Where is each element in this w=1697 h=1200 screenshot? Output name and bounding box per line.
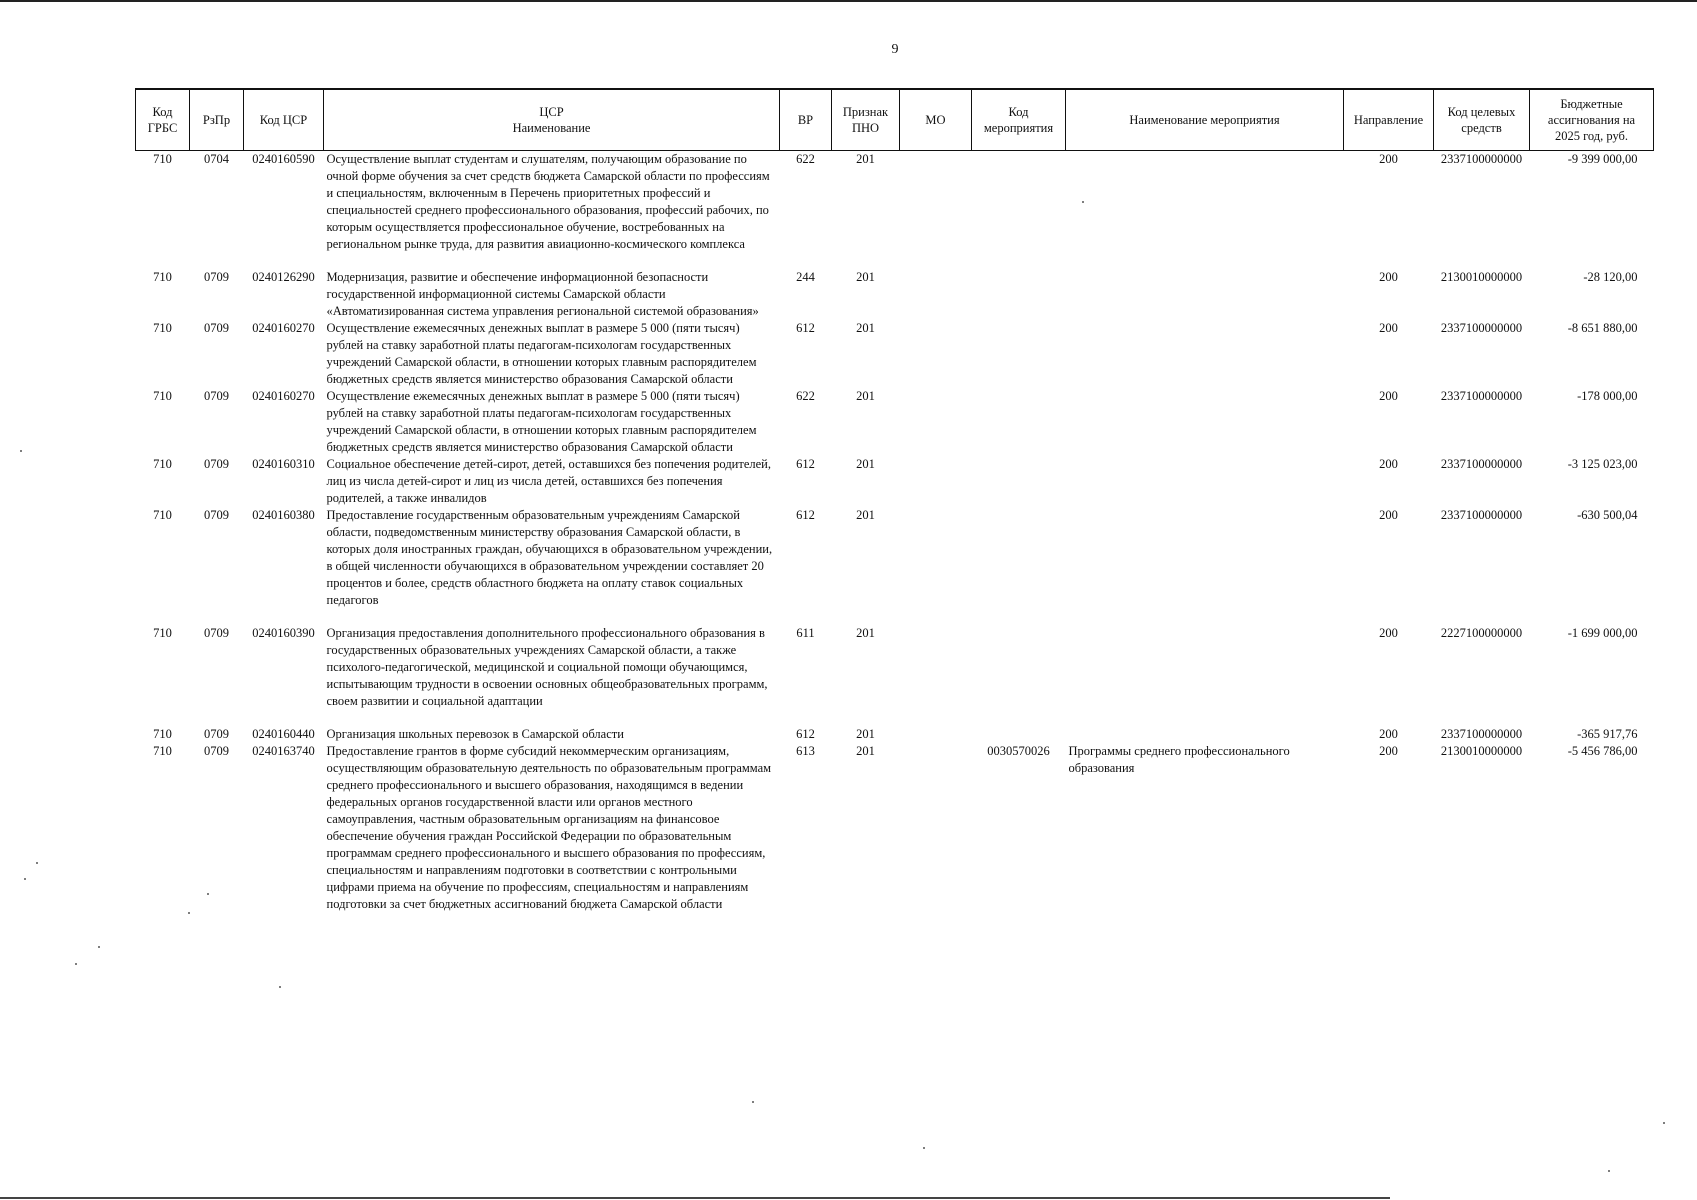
- cell-vr: 622: [796, 152, 815, 166]
- cell-csr-name: Модернизация, развитие и обеспечение информационной безопасности государственной информационной системы Самарской области «Автоматизированная система управления региональной системой образования»: [326, 270, 759, 318]
- table-row: [136, 726, 1654, 743]
- cell-rzpr: 0709: [204, 744, 229, 758]
- cell-amount: -630 500,04: [1577, 508, 1638, 522]
- cell-grbs: 710: [153, 727, 172, 741]
- budget-allocation-table: [135, 88, 1654, 913]
- cell-csr-name: Осуществление ежемесячных денежных выплат в размере 5 000 (пяти тысяч) рублей на ставку заработной платы педагогам-психологам государственных учреждений Самарской области, в отношении которых главным распорядителем бюджетных средств является министерство образования Самарской области: [326, 389, 757, 454]
- header-rzpr: РзПр: [190, 89, 244, 151]
- cell-vr: 244: [796, 270, 815, 284]
- cell-pno: 201: [856, 457, 875, 471]
- cell-csr-name: Предоставление грантов в форме субсидий некоммерческим организациям, осуществляющим образовательную деятельность по образовательным программам среднего профессионального и высшего образования, находящимся в ведении федеральных органов государственной власти или органов местного самоуправления, частным образовательным организациям на финансовое обеспечение обучения граждан Российской Федерации по образовательным программам среднего профессионального и высшего образования по профессиям, специальностям и направлениям подготовки в соответствии с контрольными цифрами приема на обучение по профессиям, специальностям и направлениям подготовки за счет бюджетных ассигнований бюджета Самарской области: [326, 744, 772, 911]
- cell-grbs: 710: [153, 152, 172, 166]
- table-row: [136, 743, 1654, 913]
- cell-rzpr: 0709: [204, 457, 229, 471]
- cell-mo: [900, 743, 972, 913]
- header-event-code: Код мероприятия: [972, 89, 1066, 151]
- cell-pno: 201: [856, 727, 875, 741]
- cell-direction: 200: [1379, 152, 1398, 166]
- header-target-code: Код целевых средств: [1434, 89, 1530, 151]
- scan-speck: [20, 450, 22, 452]
- cell-pno: 201: [856, 270, 875, 284]
- table-row: [136, 625, 1654, 726]
- cell-vr: 612: [796, 727, 815, 741]
- header-pno: Признак ПНО: [832, 89, 900, 151]
- header-event-name: Наименование мероприятия: [1066, 89, 1344, 151]
- scan-speck: [24, 878, 26, 880]
- cell-csr-name: Социальное обеспечение детей-сирот, детей, оставшихся без попечения родителей, лиц из числа детей-сирот и лиц из числа детей, оставшихся без попечения родителей, а также инвалидов: [326, 457, 771, 505]
- cell-csr-code: 0240163740: [252, 744, 315, 758]
- cell-pno: 201: [856, 152, 875, 166]
- cell-vr: 613: [796, 744, 815, 758]
- cell-rzpr: 0704: [204, 152, 229, 166]
- cell-event-code: [972, 507, 1066, 625]
- cell-event-code: [972, 388, 1066, 456]
- cell-event-code: [972, 269, 1066, 320]
- cell-event-name: Программы среднего профессионального образования: [1068, 744, 1290, 775]
- cell-mo: [900, 625, 972, 726]
- cell-vr: 611: [796, 626, 815, 640]
- cell-amount: -9 399 000,00: [1567, 152, 1638, 166]
- cell-direction: 200: [1379, 321, 1398, 335]
- cell-csr-name: Организация предоставления дополнительного профессионального образования в государственных образовательных учреждениях Самарской области, а также психолого-педагогической, медицинской и социальной помощи обучающимся, испытывающим трудности в освоении основных общеобразовательных программ, своем развитии и социальной адаптации: [326, 626, 768, 708]
- cell-rzpr: 0709: [204, 389, 229, 403]
- cell-amount: -178 000,00: [1577, 389, 1638, 403]
- cell-mo: [900, 726, 972, 743]
- page-number: 9: [891, 42, 899, 57]
- cell-event-name: [1066, 151, 1344, 270]
- cell-event-code: 0030570026: [987, 744, 1050, 758]
- cell-direction: 200: [1379, 727, 1398, 741]
- header-csr-code: Код ЦСР: [244, 89, 324, 151]
- cell-csr-code: 0240126290: [252, 270, 315, 284]
- bottom-border-line: [0, 1197, 1390, 1199]
- cell-direction: 200: [1379, 626, 1398, 640]
- cell-vr: 612: [796, 508, 815, 522]
- cell-rzpr: 0709: [204, 270, 229, 284]
- table-row: [136, 507, 1654, 625]
- scan-speck: [207, 893, 209, 895]
- cell-csr-name: Осуществление ежемесячных денежных выплат в размере 5 000 (пяти тысяч) рублей на ставку заработной платы педагогам-психологам государственных учреждений Самарской области, в отношении которых главным распорядителем бюджетных средств является министерство образования Самарской области: [326, 321, 757, 386]
- cell-target-code: 2130010000000: [1440, 270, 1523, 284]
- header-csr-name: ЦСР Наименование: [324, 89, 780, 151]
- cell-mo: [900, 388, 972, 456]
- cell-mo: [900, 269, 972, 320]
- cell-grbs: 710: [153, 744, 172, 758]
- cell-rzpr: 0709: [204, 727, 229, 741]
- scan-speck: [1663, 1122, 1665, 1124]
- table-row: [136, 320, 1654, 388]
- scan-speck: [279, 986, 281, 988]
- cell-target-code: 2337100000000: [1440, 321, 1523, 335]
- table-row: [136, 151, 1654, 270]
- scan-speck: [98, 946, 100, 948]
- cell-pno: 201: [856, 389, 875, 403]
- table-row: [136, 388, 1654, 456]
- cell-rzpr: 0709: [204, 321, 229, 335]
- cell-mo: [900, 456, 972, 507]
- cell-csr-name: Организация школьных перевозок в Самарской области: [326, 727, 624, 741]
- cell-direction: 200: [1379, 508, 1398, 522]
- top-border-line: [0, 0, 1697, 2]
- cell-amount: -365 917,76: [1577, 727, 1638, 741]
- scan-speck: [1082, 201, 1084, 203]
- cell-pno: 201: [856, 508, 875, 522]
- cell-mo: [900, 151, 972, 270]
- cell-event-name: [1066, 388, 1344, 456]
- cell-amount: -3 125 023,00: [1567, 457, 1638, 471]
- table-row: [136, 269, 1654, 320]
- header-row: [136, 89, 1654, 151]
- cell-csr-code: 0240160270: [252, 321, 315, 335]
- scan-speck: [923, 1147, 925, 1149]
- cell-direction: 200: [1379, 270, 1398, 284]
- cell-event-name: [1066, 269, 1344, 320]
- cell-direction: 200: [1379, 457, 1398, 471]
- cell-event-code: [972, 320, 1066, 388]
- cell-vr: 622: [796, 389, 815, 403]
- cell-rzpr: 0709: [204, 508, 229, 522]
- cell-csr-code: 0240160310: [252, 457, 315, 471]
- scan-speck: [1608, 1170, 1610, 1172]
- table-header: [136, 89, 1654, 151]
- cell-event-name: [1066, 625, 1344, 726]
- table-row: [136, 456, 1654, 507]
- cell-event-name: [1066, 320, 1344, 388]
- cell-csr-code: 0240160390: [252, 626, 315, 640]
- cell-vr: 612: [796, 457, 815, 471]
- header-mo: МО: [900, 89, 972, 151]
- cell-amount: -28 120,00: [1583, 270, 1638, 284]
- cell-target-code: 2337100000000: [1440, 389, 1523, 403]
- scan-speck: [36, 862, 38, 864]
- cell-csr-name: Осуществление выплат студентам и слушателям, получающим образование по очной форме обучения за счет средств бюджета Самарской области по профессиям и специальностям, включенным в Перечень приоритетных профессий и специальностей среднего профессионального образования, профессий рабочих, по которым осуществляется профессиональное обучение, востребованных на региональном рынке труда, для развития авиационно-космического комплекса: [326, 152, 770, 251]
- cell-event-code: [972, 625, 1066, 726]
- cell-mo: [900, 320, 972, 388]
- header-amount: Бюджетные ассигнования на 2025 год, руб.: [1530, 89, 1654, 151]
- cell-csr-code: 0240160270: [252, 389, 315, 403]
- cell-target-code: 2337100000000: [1440, 727, 1523, 741]
- cell-mo: [900, 507, 972, 625]
- cell-csr-code: 0240160380: [252, 508, 315, 522]
- cell-csr-code: 0240160590: [252, 152, 315, 166]
- cell-grbs: 710: [153, 270, 172, 284]
- cell-event-name: [1066, 726, 1344, 743]
- cell-amount: -1 699 000,00: [1567, 626, 1638, 640]
- cell-event-code: [972, 456, 1066, 507]
- scan-speck: [75, 963, 77, 965]
- cell-direction: 200: [1379, 744, 1398, 758]
- header-vr: ВР: [780, 89, 832, 151]
- cell-event-code: [972, 726, 1066, 743]
- cell-target-code: 2337100000000: [1440, 508, 1523, 522]
- cell-grbs: 710: [153, 508, 172, 522]
- header-grbs: Код ГРБС: [136, 89, 190, 151]
- header-direction: Направление: [1344, 89, 1434, 151]
- table-body: [136, 151, 1654, 914]
- cell-grbs: 710: [153, 321, 172, 335]
- cell-pno: 201: [856, 744, 875, 758]
- cell-grbs: 710: [153, 389, 172, 403]
- cell-amount: -5 456 786,00: [1567, 744, 1638, 758]
- scan-speck: [188, 912, 190, 914]
- cell-direction: 200: [1379, 389, 1398, 403]
- cell-pno: 201: [856, 321, 875, 335]
- cell-event-name: [1066, 456, 1344, 507]
- cell-target-code: 2337100000000: [1440, 457, 1523, 471]
- cell-target-code: 2337100000000: [1440, 152, 1523, 166]
- cell-event-code: [972, 151, 1066, 270]
- cell-grbs: 710: [153, 457, 172, 471]
- cell-pno: 201: [856, 626, 875, 640]
- scan-speck: [752, 1101, 754, 1103]
- cell-target-code: 2227100000000: [1440, 626, 1523, 640]
- cell-amount: -8 651 880,00: [1567, 321, 1638, 335]
- cell-vr: 612: [796, 321, 815, 335]
- cell-event-name: [1066, 507, 1344, 625]
- cell-rzpr: 0709: [204, 626, 229, 640]
- cell-target-code: 2130010000000: [1440, 744, 1523, 758]
- cell-csr-name: Предоставление государственным образовательным учреждениям Самарской области, подведомственным министерству образования Самарской области, в которых доля иностранных граждан, обучающихся в образовательном учреждении, в общей численности обучающихся в образовательном учреждении составляет 20 процентов и более, средств областного бюджета на оплату ставок социальных педагогов: [326, 508, 773, 607]
- cell-csr-code: 0240160440: [252, 727, 315, 741]
- cell-grbs: 710: [153, 626, 172, 640]
